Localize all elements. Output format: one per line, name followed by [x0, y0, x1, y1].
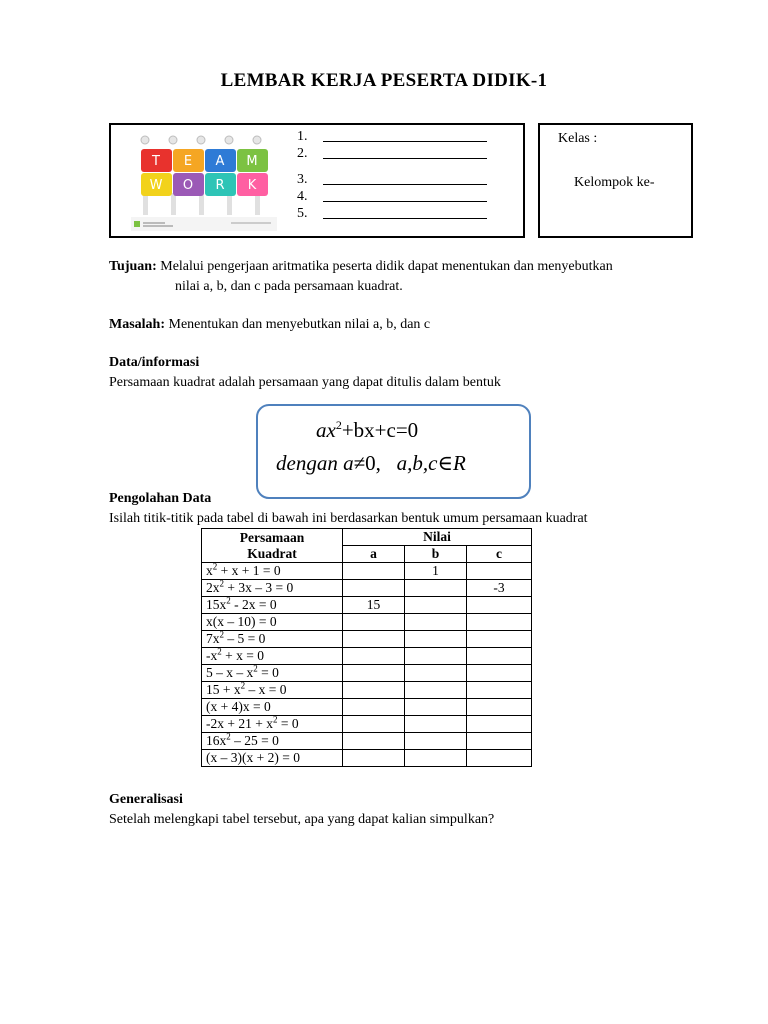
kelas-label: Kelas :: [558, 131, 598, 146]
svg-text:E: E: [183, 154, 193, 169]
equation-cell: $2x^2 + 3x - 3 = 0$: [202, 580, 343, 597]
svg-text:R: R: [215, 178, 225, 193]
team-header-box: [109, 123, 525, 238]
table-row: [202, 648, 532, 665]
coef-c-cell[interactable]: [467, 648, 532, 665]
coef-c-cell[interactable]: [467, 597, 532, 614]
coef-a-cell[interactable]: [343, 665, 405, 682]
quadratic-formula-box: [256, 404, 531, 499]
svg-text:T: T: [152, 154, 160, 169]
table-row: [202, 563, 532, 580]
page-title: LEMBAR KERJA PESERTA DIDIK-1: [220, 70, 548, 91]
puzzle-piece: [205, 149, 236, 172]
puzzle-piece: [205, 173, 236, 196]
header-b: b: [405, 546, 467, 563]
coef-a-cell[interactable]: [343, 563, 405, 580]
puzzle-piece: [173, 149, 204, 172]
tujuan-label: Tujuan:: [109, 259, 157, 274]
generalisasi-text: Setelah melengkapi tabel tersebut, apa yang dapat kalian simpulkan?: [109, 812, 495, 827]
coef-a-cell[interactable]: [343, 750, 405, 767]
puzzle-piece: [237, 149, 268, 172]
coef-b-cell[interactable]: [405, 733, 467, 750]
pengolahan-text: Isilah titik-titik pada tabel di bawah ini berdasarkan bentuk umum persamaan kuadrat: [109, 511, 588, 526]
puzzle-piece: [173, 173, 204, 196]
equation-cell: $x^2 + x + 1 = 0$: [202, 563, 343, 580]
coef-b-cell[interactable]: [405, 750, 467, 767]
tujuan-text: Melalui pengerjaan aritmatika peserta didik dapat menentukan dan menyebutkan: [156, 259, 613, 274]
table-row: [202, 665, 532, 682]
masalah-section: [109, 315, 430, 335]
coef-c-cell[interactable]: [467, 716, 532, 733]
coef-c-cell[interactable]: [467, 733, 532, 750]
data-info-section: [109, 353, 501, 393]
coef-a-cell[interactable]: [343, 699, 405, 716]
member-name-row[interactable]: 4.: [297, 188, 487, 205]
table-row: [202, 631, 532, 648]
equation-cell: $16x^2 - 25 = 0$: [202, 733, 343, 750]
coef-c-cell[interactable]: [467, 750, 532, 767]
svg-text:K: K: [247, 178, 257, 193]
coef-b-cell[interactable]: [405, 699, 467, 716]
coef-c-cell[interactable]: [467, 682, 532, 699]
name-blank[interactable]: [323, 171, 487, 185]
header-a: a: [343, 546, 405, 563]
coef-a-cell[interactable]: [343, 716, 405, 733]
svg-text:O: O: [182, 178, 194, 193]
header-persamaan: Persamaan Kuadrat: [202, 529, 343, 563]
generalisasi-section: [109, 790, 494, 830]
coef-a-cell[interactable]: [343, 580, 405, 597]
table-row: [202, 580, 532, 597]
coef-b-cell[interactable]: [405, 614, 467, 631]
coef-c-cell[interactable]: [467, 614, 532, 631]
member-name-row[interactable]: 5.: [297, 205, 487, 222]
table-row: [202, 699, 532, 716]
member-name-row[interactable]: 2.: [297, 145, 487, 162]
table-row: [202, 597, 532, 614]
equation-cell: $-x^2 + x = 0$: [202, 648, 343, 665]
equation-cell: $15 + x^2 - x = 0$: [202, 682, 343, 699]
data-info-heading: Data/informasi: [109, 355, 200, 370]
general-form-equation: $ax^2+bx+c=0$: [316, 418, 419, 442]
svg-text:W: W: [149, 178, 163, 193]
equation-cell: $-2x + 21 + x^2 = 0$: [202, 716, 343, 733]
masalah-label: Masalah:: [109, 317, 165, 332]
teamwork-puzzle-image: [131, 133, 277, 233]
coef-c-cell[interactable]: [467, 563, 532, 580]
coef-b-cell[interactable]: [405, 648, 467, 665]
table-row: [202, 614, 532, 631]
tujuan-text-cont: nilai a, b, dan c pada persamaan kuadrat.: [175, 279, 403, 294]
coef-c-cell[interactable]: [467, 699, 532, 716]
table-row: [202, 750, 532, 767]
coef-a-cell[interactable]: [343, 733, 405, 750]
pengolahan-section: [109, 489, 588, 529]
kelompok-label: Kelompok ke-: [574, 175, 655, 190]
coef-b-cell[interactable]: [405, 580, 467, 597]
name-blank[interactable]: [323, 205, 487, 219]
svg-text:M: M: [246, 154, 258, 169]
name-blank[interactable]: [323, 128, 487, 142]
equation-cell: (x – 3)(x + 2) = 0: [202, 750, 343, 767]
coef-c-cell[interactable]: -3: [467, 580, 532, 597]
member-name-row[interactable]: 3.: [297, 171, 487, 188]
coef-b-cell[interactable]: [405, 597, 467, 614]
equation-cell: $15x^2 - 2x = 0$: [202, 597, 343, 614]
class-info-box: [538, 123, 693, 238]
coef-b-cell[interactable]: [405, 631, 467, 648]
coef-b-cell[interactable]: [405, 682, 467, 699]
equation-cell: x(x – 10) = 0: [202, 614, 343, 631]
member-name-list: [297, 128, 487, 222]
puzzle-piece: [237, 173, 268, 196]
coef-a-cell[interactable]: 15: [343, 597, 405, 614]
puzzle-piece: [141, 149, 172, 172]
equation-cell: (x + 4)x = 0: [202, 699, 343, 716]
data-info-text: Persamaan kuadrat adalah persamaan yang dapat ditulis dalam bentuk: [109, 375, 501, 390]
puzzle-piece: [141, 173, 172, 196]
coef-b-cell[interactable]: [405, 716, 467, 733]
coef-b-cell[interactable]: 1: [405, 563, 467, 580]
tujuan-section: [109, 257, 613, 297]
table-row: [202, 733, 532, 750]
header-nilai: Nilai: [343, 529, 532, 546]
coef-b-cell[interactable]: [405, 665, 467, 682]
table-row: [202, 716, 532, 733]
table-row: [202, 682, 532, 699]
coef-a-cell[interactable]: [343, 648, 405, 665]
masalah-text: Menentukan dan menyebutkan nilai a, b, dan c: [165, 317, 431, 332]
coef-a-cell[interactable]: [343, 631, 405, 648]
coef-a-cell[interactable]: [343, 682, 405, 699]
svg-text:A: A: [215, 154, 225, 169]
header-c: c: [467, 546, 532, 563]
equation-cell: $7x^2 - 5 = 0$: [202, 631, 343, 648]
name-blank[interactable]: [323, 188, 487, 202]
generalisasi-heading: Generalisasi: [109, 792, 183, 807]
pengolahan-heading: Pengolahan Data: [109, 491, 212, 506]
formula-condition: dengan a≠0, a,b,c∈R: [276, 451, 466, 475]
coefficient-table: [201, 528, 532, 767]
name-blank[interactable]: [323, 145, 487, 159]
coef-a-cell[interactable]: [343, 614, 405, 631]
coef-c-cell[interactable]: [467, 665, 532, 682]
coef-c-cell[interactable]: [467, 631, 532, 648]
equation-cell: $5 - x - x^2 = 0$: [202, 665, 343, 682]
member-name-row[interactable]: 1.: [297, 128, 487, 145]
